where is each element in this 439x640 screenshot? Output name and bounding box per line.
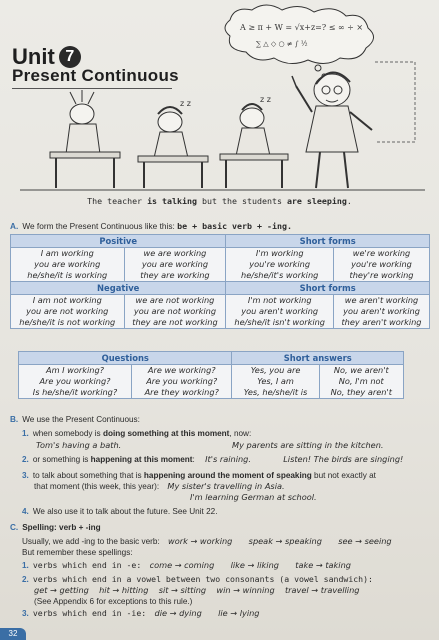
example-2b: Listen! The birds are singing! bbox=[283, 454, 404, 464]
section-b-heading: We use the Present Continuous: bbox=[22, 415, 140, 424]
unit-number-badge: 7 bbox=[59, 46, 81, 68]
svg-text:z z: z z bbox=[180, 99, 191, 108]
questions-header: Questions bbox=[19, 352, 232, 365]
negative-col3: I'm not working you aren't working he/she/it isn't working bbox=[226, 295, 334, 329]
positive-col2: we are working you are working they are working bbox=[124, 248, 226, 282]
caption-part: but the students bbox=[197, 196, 287, 206]
positive-col1: I am working you are working he/she/it is working bbox=[11, 248, 125, 282]
cartoon-caption bbox=[0, 196, 439, 206]
section-a bbox=[10, 221, 292, 231]
negative-col4: we aren't working you aren't working they aren't working bbox=[334, 295, 430, 329]
svg-text:z z: z z bbox=[260, 95, 271, 104]
section-letter: A. bbox=[10, 221, 19, 231]
positive-header: Positive bbox=[11, 235, 226, 248]
positive-col3: I'm working you're working he/she/it's working bbox=[226, 248, 334, 282]
title-underline bbox=[12, 88, 172, 89]
positive-col4: we're working you're working they're working bbox=[334, 248, 430, 282]
page-number: 32 bbox=[0, 628, 26, 640]
example-1b: My parents are sitting in the kitchen. bbox=[232, 440, 384, 450]
cartoon-illustration bbox=[20, 2, 425, 192]
use-item-3: 3. to talk about something that is happening around the moment of speaking but not exactly at bbox=[22, 471, 376, 480]
unit-label: Unit bbox=[12, 44, 55, 69]
short-answers-header: Short answers bbox=[232, 352, 404, 365]
caption-part: . bbox=[346, 196, 352, 206]
use-item-4: 4. We also use it to talk about the future. See Unit 22. bbox=[22, 507, 218, 516]
use-item-3-line2: that moment (this week, this year): My sister's travelling in Asia. bbox=[34, 481, 285, 491]
spelling-rule-2-examples: get → getting hit → hitting sit → sitting win → winning travel → travelling bbox=[34, 585, 360, 595]
negative-col2: we are not working you are not working they are not working bbox=[124, 295, 226, 329]
section-a-text: We form the Present Continuous like this: bbox=[22, 221, 178, 231]
example-2a: It's raining. bbox=[205, 454, 251, 464]
answers-col3: Yes, you are Yes, I am Yes, he/she/it is bbox=[232, 365, 319, 399]
section-letter: C. bbox=[10, 523, 19, 532]
section-a-formula: be + basic verb + -ing. bbox=[177, 221, 292, 231]
use-item-2: 2. or something is happening at this moment: It's raining. Listen! The birds are singing! bbox=[22, 454, 404, 464]
spelling-rule-2-note: (See Appendix 6 for exceptions to this rule.) bbox=[34, 597, 193, 606]
example-3b: I'm learning German at school. bbox=[190, 492, 317, 502]
short-forms-header-2: Short forms bbox=[226, 282, 430, 295]
spelling-remember: But remember these spellings: bbox=[22, 548, 133, 557]
spelling-rule-1: 1. verbs which end in -e: come → coming like → liking take → taking bbox=[22, 560, 351, 570]
thought-formula: A ≥ π + W = √x+z=? ≤ ∞ ÷ × bbox=[240, 23, 364, 32]
questions-col2: Are we working? Are you working? Are they working? bbox=[132, 365, 232, 399]
spelling-rule-2: 2. verbs which end in a vowel between two consonants (a vowel sandwich): bbox=[22, 574, 373, 584]
spelling-intro: Usually, we add -ing to the basic verb: work → working speak → speaking see → seeing bbox=[22, 536, 392, 546]
use-item-1: 1. when somebody is doing something at this moment, now: bbox=[22, 429, 252, 438]
example-1a: Tom's having a bath. bbox=[36, 440, 122, 450]
svg-text:∑ △ ◇ ○ ≠ ∫ ½: ∑ △ ◇ ○ ≠ ∫ ½ bbox=[256, 40, 308, 48]
section-b-title bbox=[10, 414, 140, 425]
questions-table bbox=[18, 351, 404, 399]
caption-bold-students: are sleeping bbox=[286, 196, 347, 206]
caption-part: The teacher bbox=[87, 196, 148, 206]
lesson-title: Present Continuous bbox=[12, 66, 179, 85]
short-forms-header: Short forms bbox=[226, 235, 430, 248]
negative-col1: I am not working you are not working he/she/it is not working bbox=[11, 295, 125, 329]
caption-bold-teacher: is talking bbox=[147, 196, 198, 206]
example-3a: My sister's travelling in Asia. bbox=[167, 481, 285, 491]
section-c-heading: Spelling: verb + -ing bbox=[22, 523, 101, 532]
answers-col4: No, we aren't No, I'm not No, they aren't bbox=[319, 365, 403, 399]
forms-table bbox=[10, 234, 430, 329]
negative-header: Negative bbox=[11, 282, 226, 295]
section-c-title bbox=[10, 522, 101, 533]
section-letter: B. bbox=[10, 415, 19, 424]
questions-col1: Am I working? Are you working? Is he/she/it working? bbox=[19, 365, 132, 399]
spelling-rule-3: 3. verbs which end in -ie: die → dying lie → lying bbox=[22, 608, 260, 618]
